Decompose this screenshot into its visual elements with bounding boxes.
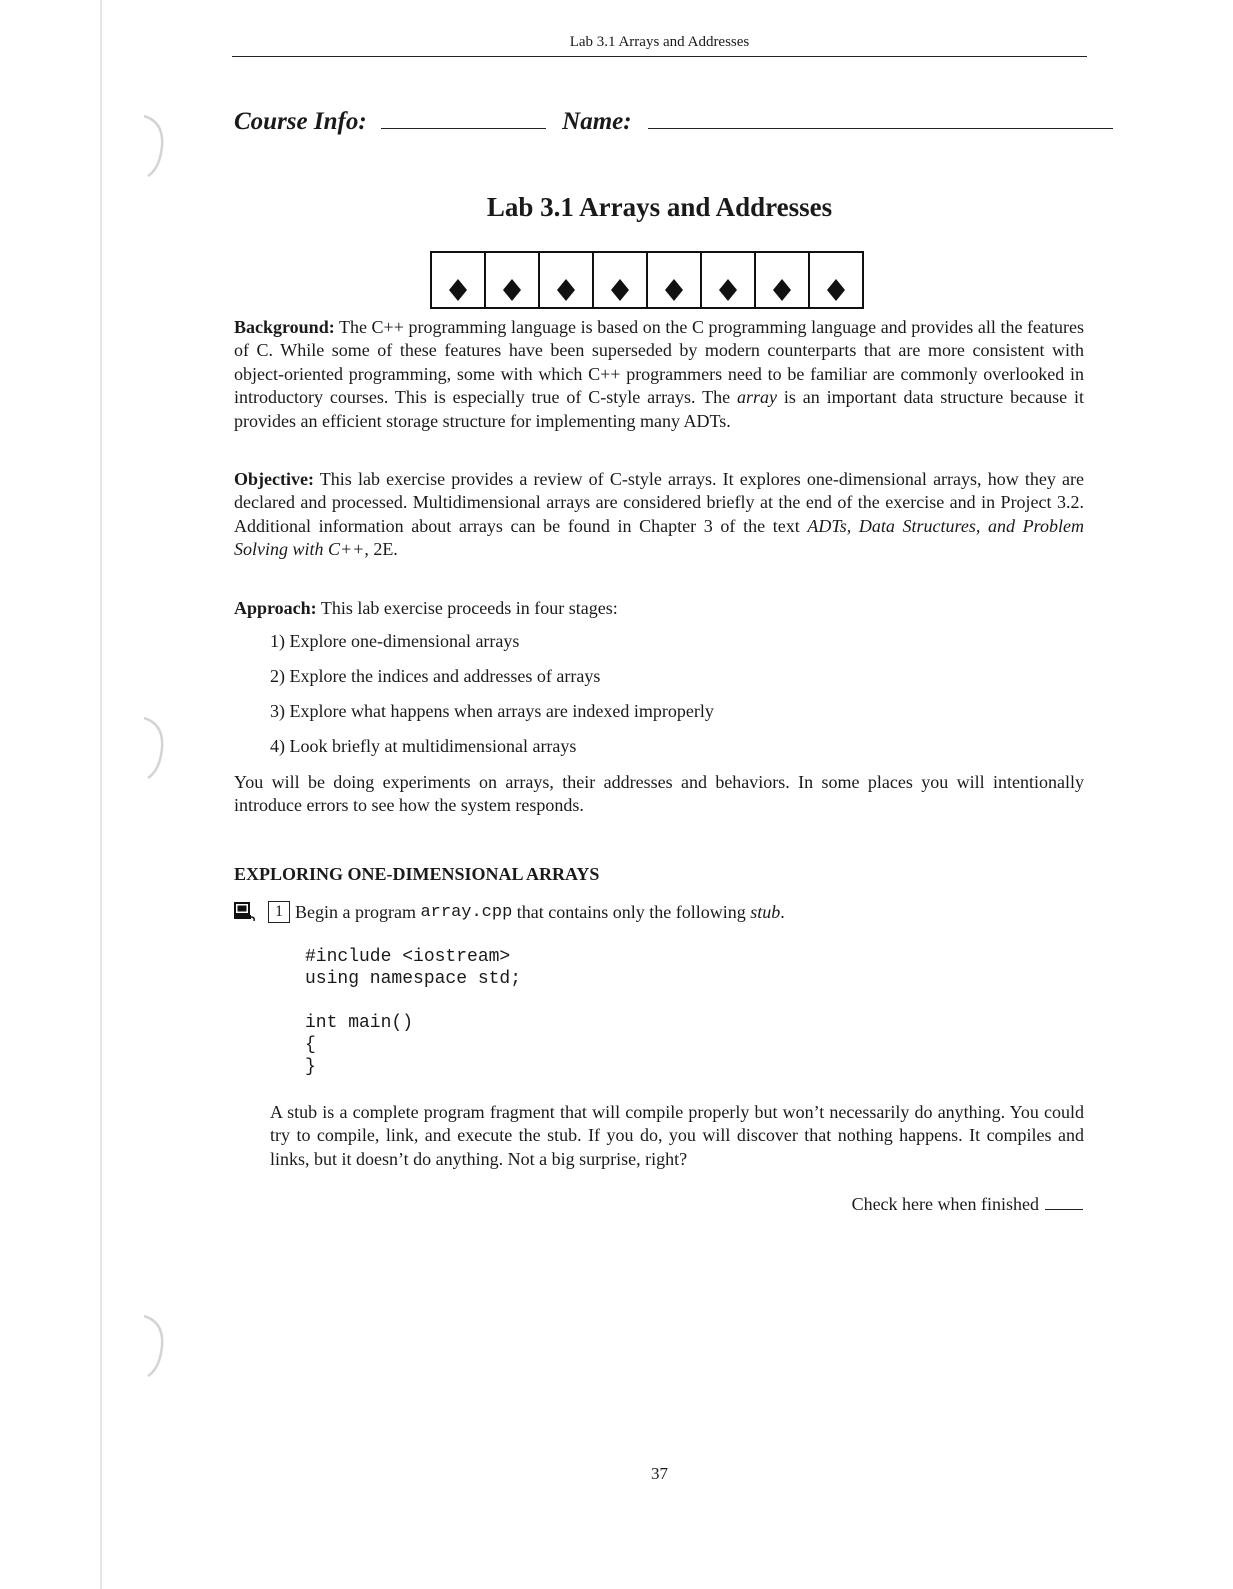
- background-label: Background:: [234, 317, 335, 337]
- array-cell: [808, 251, 864, 309]
- name-field[interactable]: [648, 106, 1113, 129]
- approach-text: This lab exercise proceeds in four stages:: [316, 598, 618, 618]
- background-italic: array: [736, 387, 777, 408]
- section-heading: EXPLORING ONE-DIMENSIONAL ARRAYS: [234, 864, 600, 884]
- step-italic: stub: [750, 901, 781, 922]
- array-cell: [754, 251, 810, 309]
- course-info-field[interactable]: [381, 106, 546, 129]
- step-text-end: .: [780, 901, 785, 922]
- approach-item-1: 1) Explore one-dimensional arrays: [270, 631, 520, 651]
- header-rule: [232, 56, 1087, 57]
- array-cell: [484, 251, 540, 309]
- binder-hole-icon: [130, 110, 170, 180]
- approach-closing-paragraph: You will be doing experiments on arrays, their addresses and behaviors. In some places you will intentionally introduce errors to see how the system responds.: [234, 772, 1084, 816]
- step-number-badge: 1: [268, 901, 290, 923]
- code-block-includes: #include <iostream> using namespace std;: [305, 947, 522, 989]
- step-filename: array.cpp: [420, 902, 513, 922]
- array-cell: [592, 251, 648, 309]
- approach-item-2: 2) Explore the indices and addresses of arrays: [270, 666, 601, 686]
- binder-margin-line: [100, 0, 102, 1589]
- objective-label: Objective:: [234, 469, 314, 489]
- approach-item-3: 3) Explore what happens when arrays are indexed improperly: [270, 701, 714, 721]
- page-title: Lab 3.1 Arrays and Addresses: [486, 192, 833, 222]
- objective-text: This lab exercise provides a review of C-style arrays. It explores one-dimensional arrays, how they are declared and processed. Multidimensional arrays are considered briefly at the end of the exercise and in Project 3.2. Additional information about arrays can be found in Chapter 3 of the text: [234, 469, 1084, 536]
- objective-paragraph: [234, 468, 1084, 562]
- diamond-icon: [557, 279, 575, 301]
- running-header: Lab 3.1 Arrays and Addresses: [569, 34, 750, 50]
- approach-paragraph: [234, 597, 1084, 620]
- step-text: Begin a program: [295, 901, 421, 922]
- binder-hole-icon: [130, 712, 170, 782]
- diamond-icon: [449, 279, 467, 301]
- diamond-icon: [665, 279, 683, 301]
- array-graphic: [430, 251, 864, 309]
- check-finished: [852, 1194, 1083, 1215]
- binder-hole-icon: [130, 1310, 170, 1380]
- background-text-end: is an important data structure because it provides an efficient storage structure for implementing many ADTs.: [234, 387, 1084, 431]
- array-cell: [538, 251, 594, 309]
- background-paragraph: [234, 316, 1084, 433]
- step-1: [234, 901, 785, 923]
- objective-italic: ADTs, Data Structures, and Problem Solving with C++: [234, 515, 1084, 560]
- step-text-middle: that contains only the following: [512, 901, 751, 922]
- array-cell: [430, 251, 486, 309]
- approach-item-4: 4) Look briefly at multidimensional arrays: [270, 736, 577, 756]
- diamond-icon: [773, 279, 791, 301]
- page-number: 37: [651, 1464, 668, 1483]
- array-cell: [646, 251, 702, 309]
- approach-label: Approach:: [234, 598, 317, 618]
- array-cell: [700, 251, 756, 309]
- objective-text-end: , 2E.: [364, 539, 398, 560]
- diamond-icon: [719, 279, 737, 301]
- background-text: The C++ programming language is based on the C programming language and provides all the features of C. While some of these features have been superseded by modern counterparts that are more consistent with object-oriented programming, some with which C++ programmers need to be familiar are commonly overlooked in introductory courses. This is especially true of C-style arrays. The: [234, 317, 1084, 408]
- check-field[interactable]: [1045, 1209, 1083, 1210]
- stub-paragraph: A stub is a complete program fragment that will compile properly but won’t necessarily do anything. You could try to compile, link, and execute the stub. If you do, you will discover that nothing happens. It compiles and links, but it doesn’t do anything. Not a big surprise, right?: [270, 1102, 1084, 1169]
- diamond-icon: [503, 279, 521, 301]
- check-label: Check here when finished: [851, 1194, 1039, 1214]
- course-info-line: [234, 106, 1113, 136]
- name-label: Name:: [562, 108, 632, 135]
- course-info-label: Course Info:: [234, 108, 367, 135]
- code-block-main: int main() { }: [305, 1013, 414, 1077]
- diamond-icon: [827, 279, 845, 301]
- diamond-icon: [611, 279, 629, 301]
- computer-icon: [234, 902, 256, 922]
